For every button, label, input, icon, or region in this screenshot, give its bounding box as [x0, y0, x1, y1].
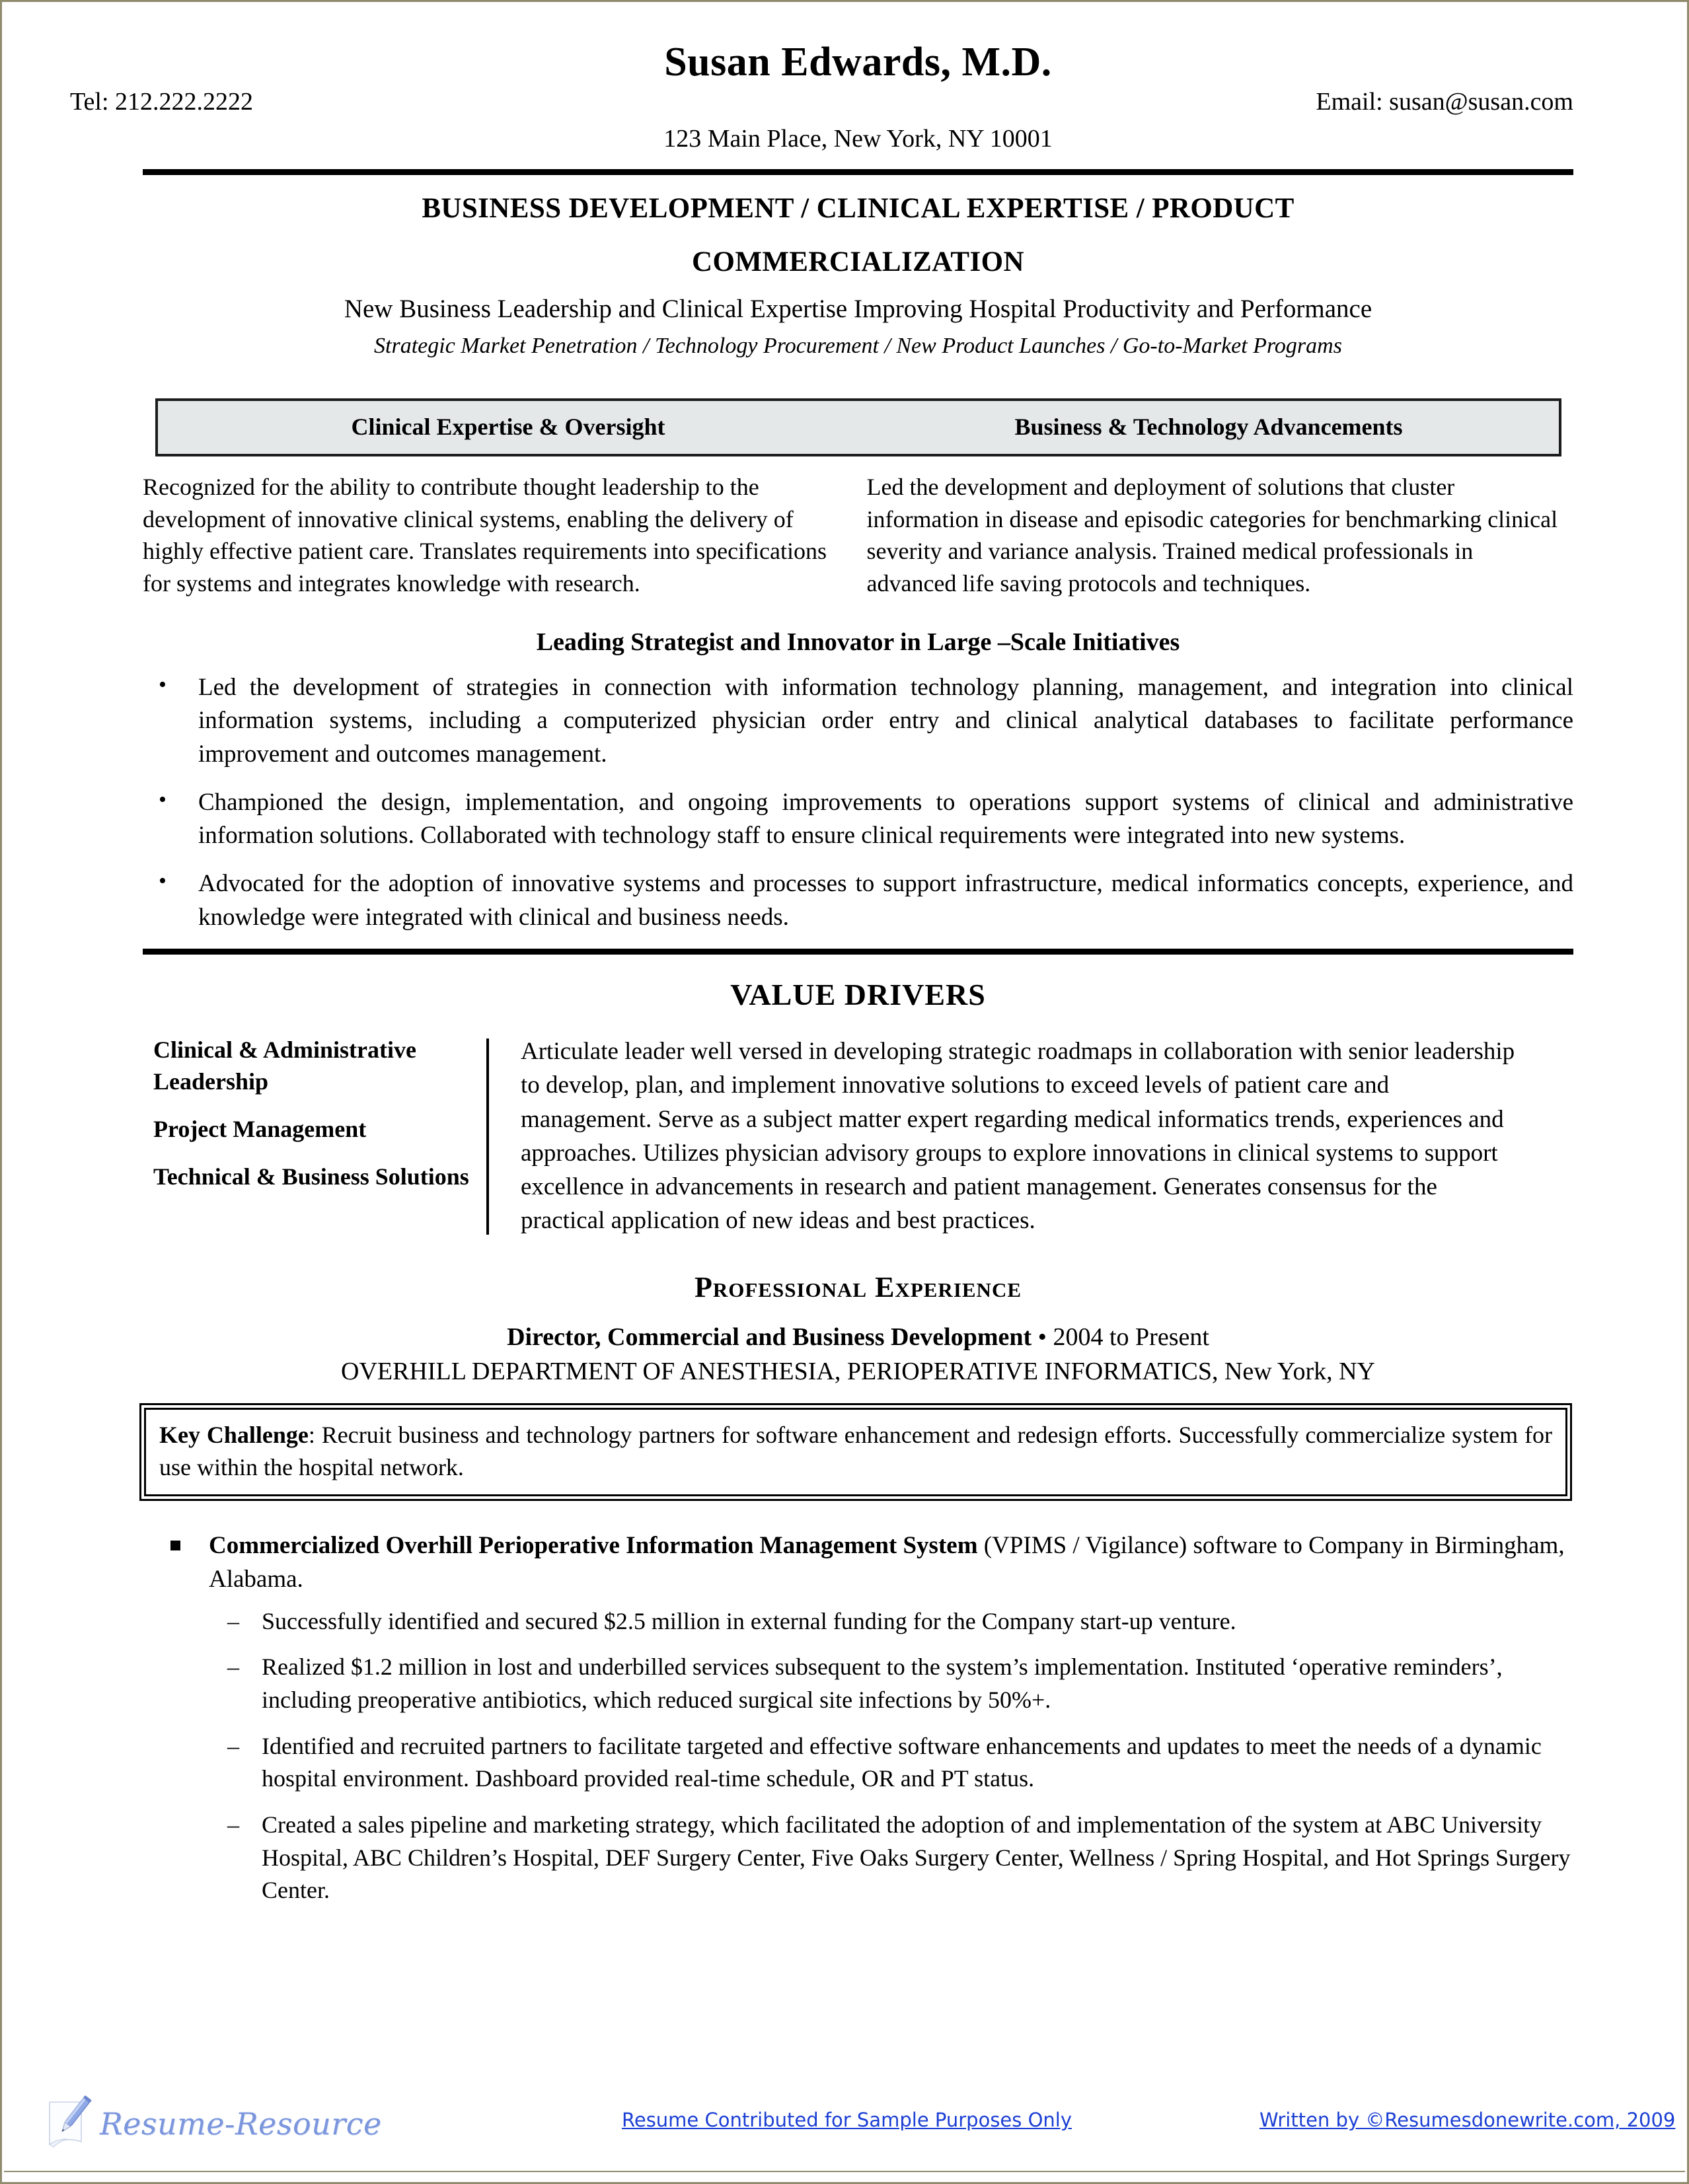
list-item: – Successfully identified and secured $2.5 million in external funding for the Company start-up venture. [209, 1605, 1573, 1638]
resume-resource-logo [40, 2095, 382, 2152]
address-text: 123 Main Place, New York, NY 10001 [663, 124, 1053, 153]
resume-content [70, 2, 1573, 1920]
job-title-text: Director, Commercial and Business Development [507, 1323, 1032, 1351]
competency-column-heading-1: Clinical Expertise & Oversight [351, 414, 665, 441]
value-driver-label: Technical & Business Solutions [153, 1163, 469, 1190]
value-drivers-section [143, 1035, 1573, 1237]
value-drivers-title: VALUE DRIVERS [730, 978, 986, 1012]
list-item: – Realized $1.2 million in lost and underbilled services subsequent to the system’s implementation. Instituted ‘operative reminders’, including preoperative antibiotics, which reduced surgical site infections by 50%+. [209, 1651, 1573, 1716]
headline-line-1: BUSINESS DEVELOPMENT / CLINICAL EXPERTISE / PRODUCT [422, 192, 1295, 224]
headline-tagline: New Business Leadership and Clinical Expertise Improving Hospital Productivity and Performance [344, 295, 1372, 324]
list-item [143, 1529, 1573, 1907]
header-divider-rule [143, 169, 1573, 175]
key-challenge-label: Key Challenge [159, 1421, 309, 1448]
headline-line-2: COMMERCIALIZATION [692, 246, 1024, 277]
competency-table-header [155, 398, 1561, 456]
footer-divider-rule [4, 2171, 1685, 2172]
list-item: • Advocated for the adoption of innovative systems and processes to support infrastructure, medical informatics concepts, experience, and knowledge were integrated with clinical and business needs. [143, 867, 1573, 934]
paper-and-pen-icon [40, 2095, 97, 2152]
value-driver-label: Clinical & Administrative Leadership [153, 1037, 416, 1095]
competency-column-body-1: Recognized for the ability to contribute thought leadership to the development of innovative clinical systems, enabling the delivery of highly effective patient care. Translates requirements into specifications for systems and integrates knowledge with research. [143, 474, 827, 597]
key-challenge-box [139, 1403, 1572, 1501]
list-item: • Championed the design, implementation, and ongoing improvements to operations support systems of clinical and administrative information solutions. Collaborated with technology staff to ensure clinical requirements were integrated into new systems. [143, 786, 1573, 853]
professional-experience-title: Professional Experience [694, 1270, 1022, 1303]
list-item: • Led the development of strategies in connection with information technology planning, management, and integration into clinical information systems, including a computerized physician order entry and clinical analytical databases to facilitate performance improvement and outcomes management. [143, 671, 1573, 772]
list-item: – Identified and recruited partners to facilitate targeted and effective software enhancements and updates to meet the needs of a dynamic hospital environment. Dashboard provided real-time schedule, OR and PT status. [209, 1730, 1573, 1796]
strategist-heading: Leading Strategist and Innovator in Large –Scale Initiatives [536, 628, 1180, 656]
job-company-text: OVERHILL DEPARTMENT OF ANESTHESIA, PERIOPERATIVE INFORMATICS, New York, NY [341, 1357, 1375, 1385]
key-challenge-content [144, 1408, 1567, 1496]
contact-row [70, 87, 1573, 122]
candidate-name: Susan Edwards, M.D. [664, 40, 1052, 85]
list-item: – Created a sales pipeline and marketing strategy, which facilitated the adoption of and implementation of the system at ABC University Hospital, ABC Children’s Hospital, DEF Surgery Center, Five Oaks Surgery Center, Wellness / Spring Hospital, and Hot Springs Surgery Center. [209, 1809, 1573, 1907]
logo-wordmark: Resume-Resource [100, 2106, 382, 2142]
value-drivers-labels [143, 1035, 486, 1237]
value-drivers-body: Articulate leader well versed in developing strategic roadmaps in collaboration with senior leadership to develop, plan, and implement innovative solutions to exceed levels of patient care and management. Serve as a subject matter expert regarding medical informatics trends, experiences and approaches. Utilizes physician advisory groups to explore innovations in clinical systems to support excellence in advancements in research and patient management. Generates consensus for the practical application of new ideas and best practices. [521, 1038, 1515, 1234]
key-challenge-text: : Recruit business and technology partners for software enhancement and redesign efforts. Successfully commercialize system for use within the hospital network. [159, 1421, 1552, 1480]
strategist-bullet-list [143, 671, 1573, 935]
competency-column-body-2: Led the development and deployment of solutions that cluster information in disease and episodic categories for benchmarking clinical severity and variance analysis. Trained medical professionals in advanced life saving protocols and techniques. [866, 474, 1558, 597]
job-dates-text: • 2004 to Present [1032, 1323, 1209, 1351]
phone-text: Tel: 212.222.2222 [70, 87, 254, 116]
written-by-link[interactable]: Written by ©Resumesdonewrite.com, 2009 [1259, 2109, 1676, 2131]
achievement-headline-rest: (VPIMS / Vigilance) software to Company in Birmingham, Alabama. [209, 1531, 1565, 1593]
sample-purposes-link[interactable]: Resume Contributed for Sample Purposes Only [622, 2109, 1072, 2131]
email-text: Email: susan@susan.com [1316, 87, 1573, 116]
achievement-list [143, 1529, 1573, 1907]
competency-column-heading-2: Business & Technology Advancements [1014, 414, 1403, 441]
job-title-line [143, 1323, 1573, 1352]
headline-keywords: Strategic Market Penetration / Technology Procurement / New Product Launches / Go-to-Market Programs [374, 333, 1342, 358]
competency-table-body [143, 471, 1567, 599]
value-drivers-divider-rule [143, 949, 1573, 955]
achievement-sub-list [209, 1605, 1573, 1907]
page-footer [4, 2094, 1685, 2180]
achievement-headline-bold: Commercialized Overhill Perioperative Information Management System [209, 1531, 978, 1559]
value-driver-label: Project Management [153, 1116, 367, 1143]
